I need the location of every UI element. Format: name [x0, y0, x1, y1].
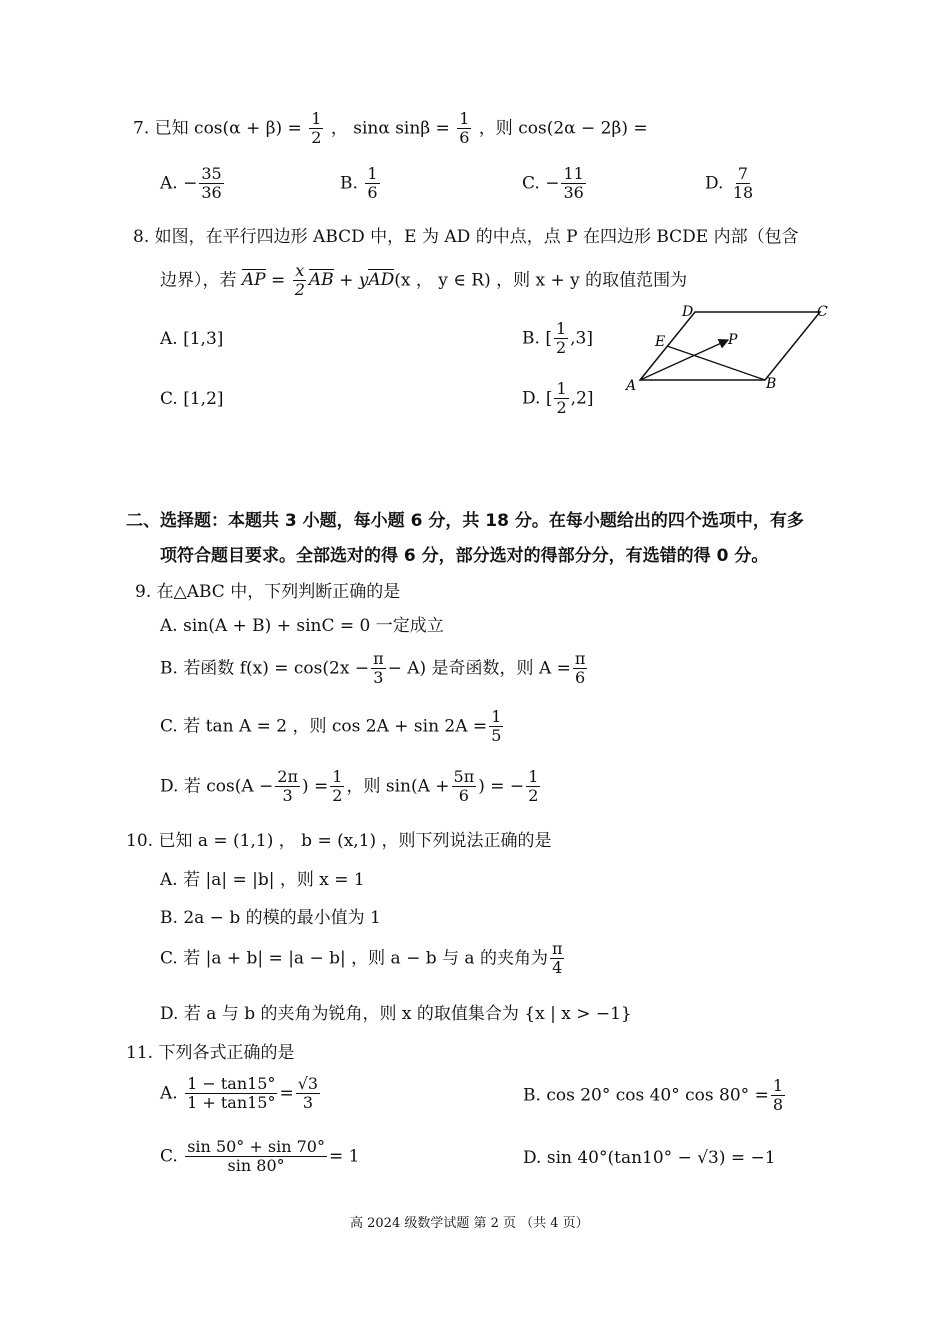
q9-number: 9. [135, 582, 152, 602]
q11-option-c: C. $\frac{\sin 50^\circ + \sin 70^\circ}{\sin 80^\circ}$ = 1 [160, 1137, 360, 1176]
q7-option-b: B. $\frac{1}{6}$ [340, 164, 378, 203]
q10-option-b: B. 2a − b 的模的最小值为 1 [160, 908, 381, 928]
q8-option-a: A. [1,3] [160, 329, 224, 349]
q11-stem: 11. 下列各式正确的是 [126, 1043, 295, 1063]
segment-eb [667, 346, 765, 380]
q11-option-b: B. cos 20° cos 40° cos 80° = $\frac{1}{8}$ [523, 1076, 784, 1115]
q10-stem: 10. 已知 a = (1,1) ， b = (x,1) ，则下列说法正确的是 [126, 831, 552, 851]
q9-option-c: C. 若 tan A = 2 ，则 cos 2A + sin 2A = $\frac{1}{5}$ [160, 707, 502, 746]
section2-header-line2: 项符合题目要求。全部选对的得 6 分，部分选对的得部分分，有选错的得 0 分。 [160, 546, 769, 566]
q8-line1: 8. 如图，在平行四边形 ABCD 中，E 为 AD 的中点，点 P 在四边形 BCDE 内部（包含 [133, 227, 799, 247]
q9-stem: 9. 在△ABC 中，下列判断正确的是 [135, 582, 401, 602]
q7-option-a: A. − $\frac{35}{36}$ [160, 164, 222, 203]
label-p: P [728, 332, 738, 348]
q8-line2: 边界），若 AP = $\frac{x}{2}$ AB + yAD(x ， y ∈ R) ，则 x + y 的取值范围为 [160, 261, 688, 300]
label-c: C [817, 304, 828, 320]
label-a: A [626, 378, 637, 394]
q9-option-b: B. 若函数 f(x) = cos(2x − $\frac{\pi}{3}$ − A) 是奇函数，则 A = $\frac{\pi}{6}$ [160, 649, 586, 688]
q8-option-b: B. [ $\frac{1}{2}$ ,3] [522, 319, 593, 358]
page-footer: 高 2024 级数学试题 第 2 页 （共 4 页） [350, 1216, 589, 1231]
q9-option-d: D. 若 cos(A − $\frac{2\pi}{3}$ ) = $\frac{1}{2}$ ，则 sin(A + $\frac{5\pi}{6}$ ) = − $\frac{1}{2}$ [160, 767, 539, 806]
q7-stem: 7. 已知 cos(α + β) = $\frac{1}{2}$ ， sinα sinβ = $\frac{1}{6}$ ，则 cos(2α − 2β) = [133, 109, 648, 148]
q10-number: 10. [126, 831, 154, 851]
q9-option-a: A. sin(A + B) + sinC = 0 一定成立 [160, 616, 444, 636]
q7-option-c: C. − $\frac{11}{36}$ [522, 164, 584, 203]
q8-option-d: D. [ $\frac{1}{2}$ ,2] [522, 379, 594, 418]
q10-option-c: C. 若 |a + b| = |a − b| ，则 a − b 与 a 的夹角为 $\frac{\pi}{4}$ [160, 939, 563, 978]
q11-option-a: A. $\frac{1 - \tan 15^\circ}{1 + \tan 15^\circ}$ = $\frac{√3}{3}$ [160, 1074, 319, 1113]
section2-header-line1: 二、选择题：本题共 3 小题，每小题 6 分，共 18 分。在每小题给出的四个选项中，有多 [126, 511, 804, 531]
q10-option-a: A. 若 |a| = |b| ，则 x = 1 [160, 870, 365, 890]
q8-option-c: C. [1,2] [160, 389, 224, 409]
q10-option-d: D. 若 a 与 b 的夹角为锐角，则 x 的取值集合为 {x | x > −1} [160, 1004, 632, 1024]
q7-option-d: D. $\frac{7}{18}$ [705, 164, 754, 203]
label-b: B [766, 376, 777, 392]
q11-number: 11. [126, 1043, 154, 1063]
q8-number: 8. [133, 227, 150, 247]
label-d: D [682, 304, 694, 320]
parallelogram-figure [620, 298, 840, 398]
q11-option-d: D. sin 40°(tan10° − √3) = −1 [523, 1148, 776, 1168]
q7-number: 7. [133, 118, 150, 139]
vector-ap [640, 340, 728, 380]
label-e: E [655, 334, 666, 350]
